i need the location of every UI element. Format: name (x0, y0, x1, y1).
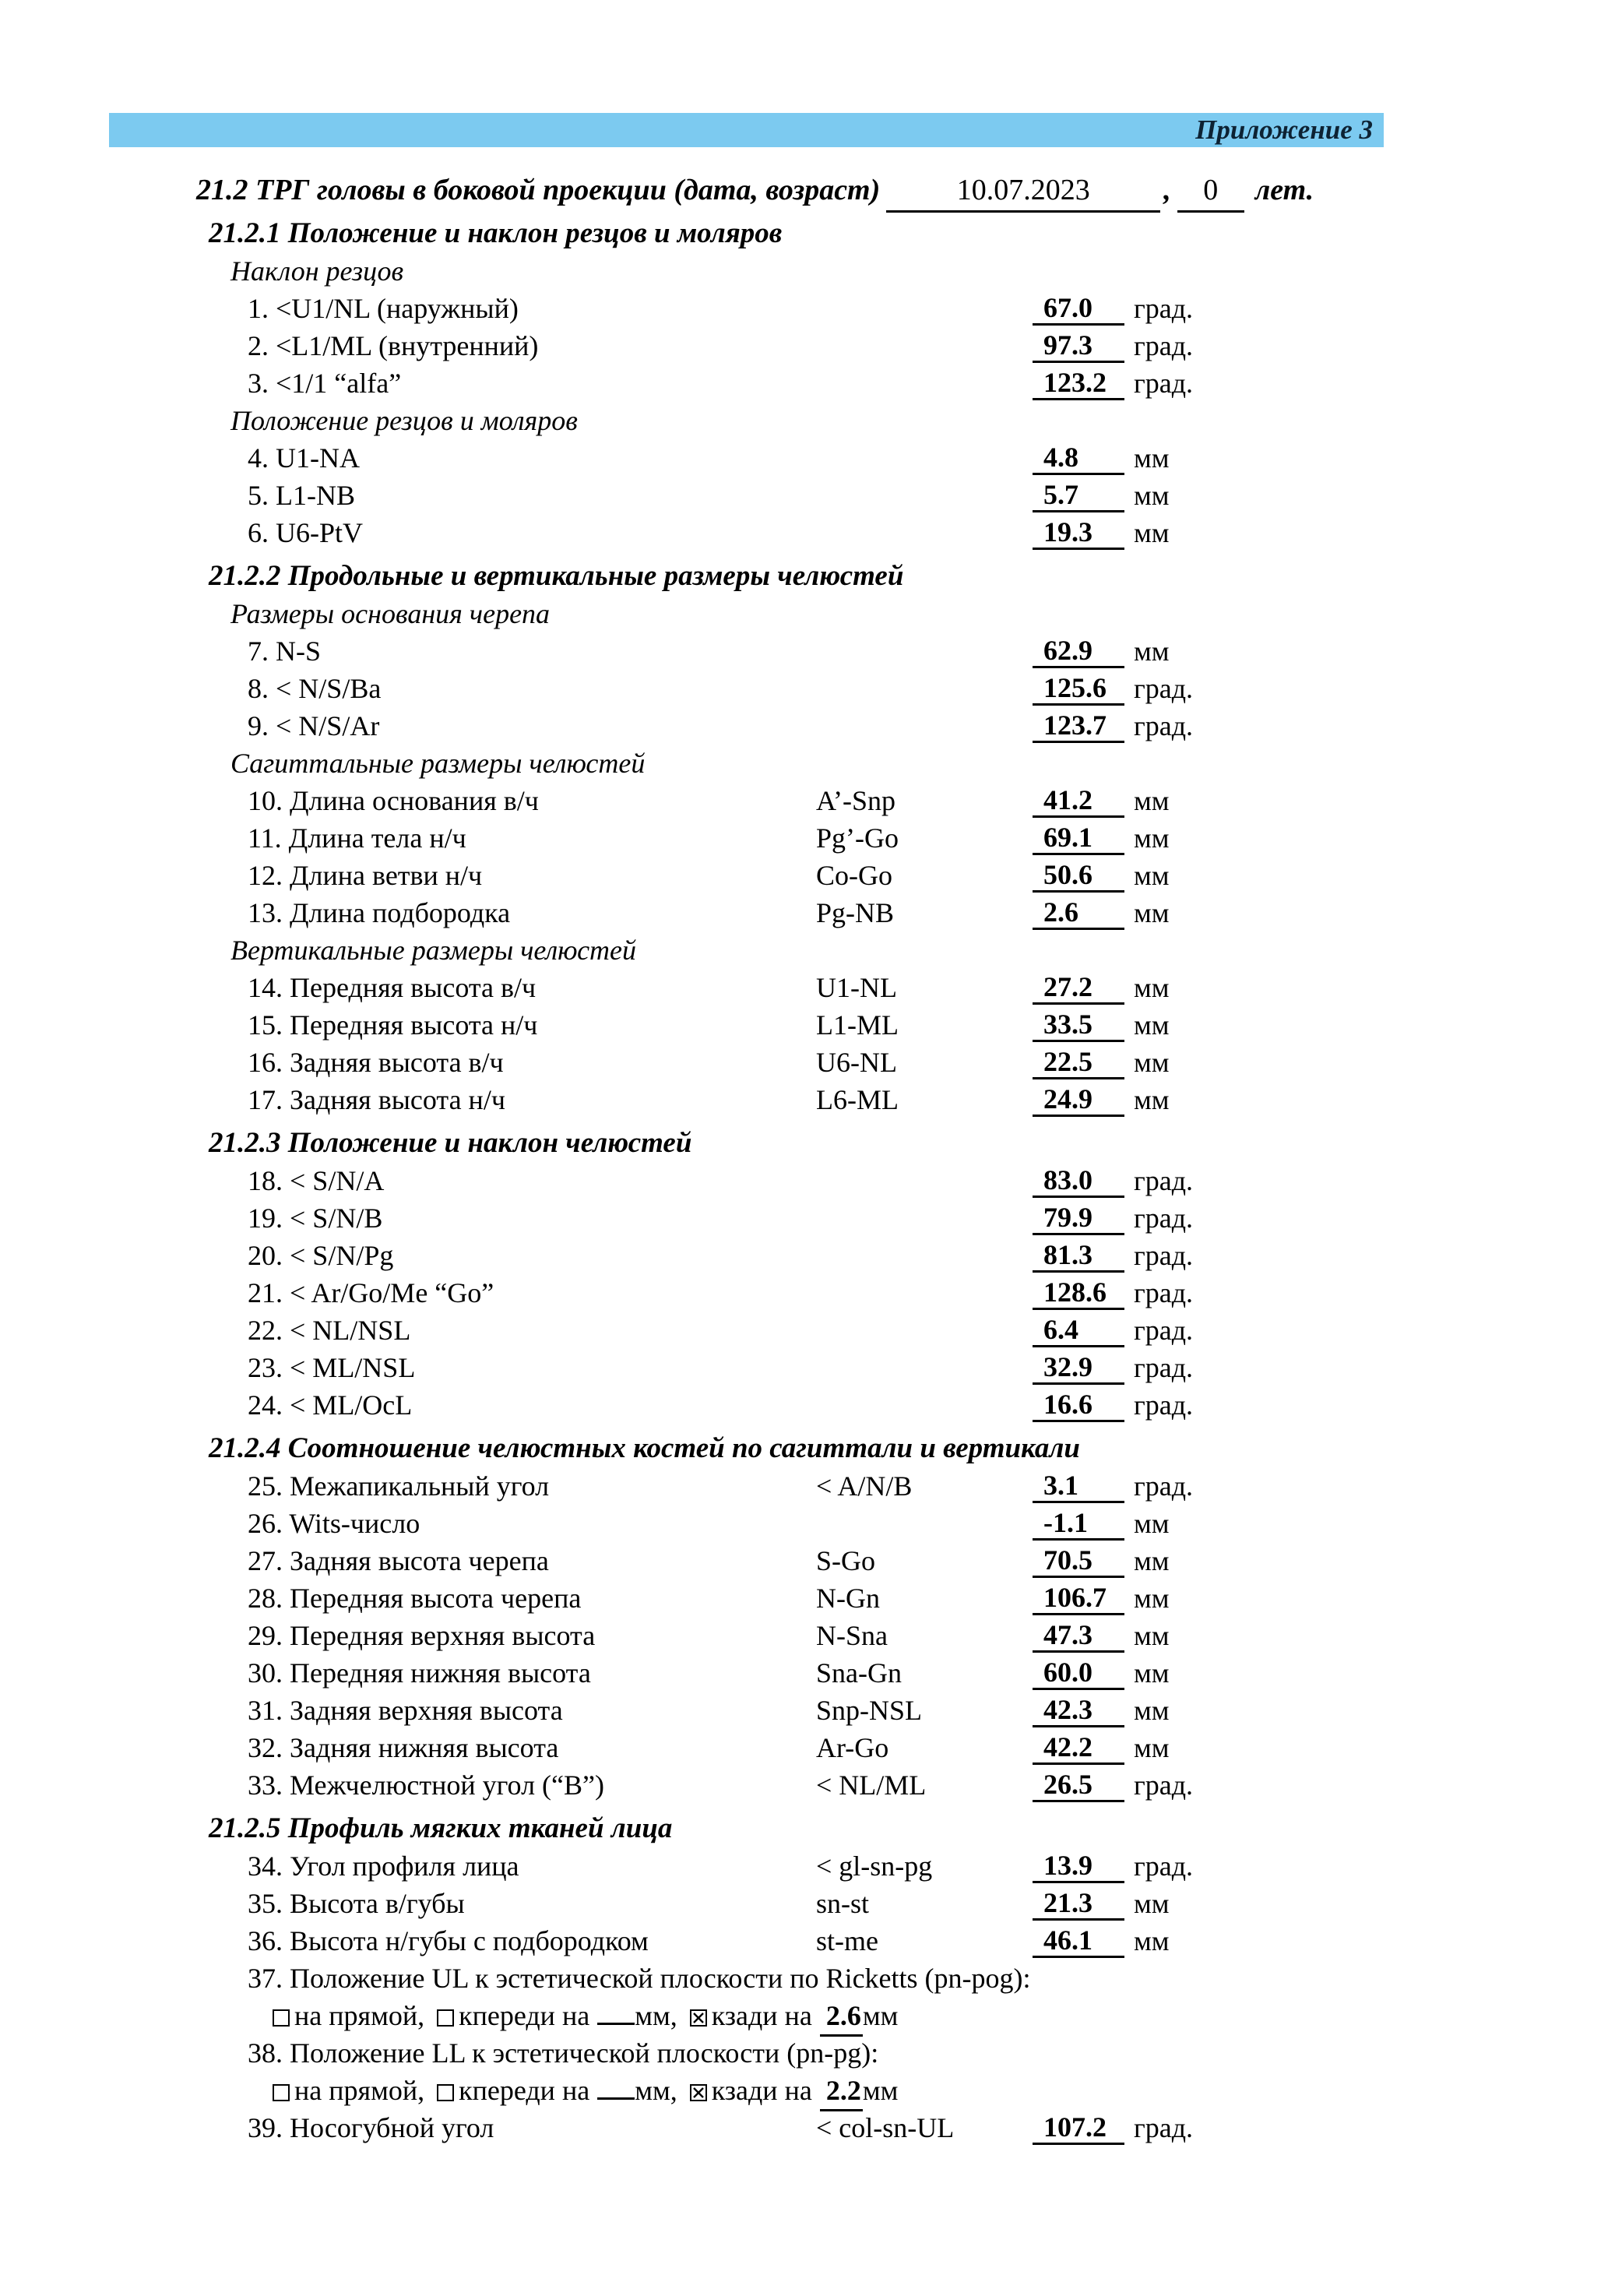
row-abbr: sn-st (816, 1888, 870, 1919)
row-label: 6. U6-PtV (248, 517, 364, 548)
row-value-underline: 46.1 (1033, 1922, 1124, 1958)
measurement-row (248, 1922, 1622, 1960)
age-field (1177, 170, 1244, 213)
row-label: 7. N-S (248, 636, 322, 667)
check-option-label: кпереди на (459, 2000, 590, 2031)
row-unit: мм (1134, 1084, 1170, 1115)
subsection-heading: Сагиттальные размеры челюстей (230, 748, 646, 779)
row-value-underline: 97.3 (1033, 327, 1124, 363)
row-value-underline: 26.5 (1033, 1766, 1124, 1802)
row-unit: град. (1134, 1352, 1194, 1383)
row-unit: град. (1134, 710, 1194, 741)
row-label: 30. Передняя нижняя высота (248, 1657, 591, 1689)
row-label: 33. Межчелюстной угол (“B”) (248, 1770, 604, 1801)
measurement-row (248, 1312, 1622, 1349)
checkbox-unchecked-icon (273, 2009, 290, 2027)
title-suffix: лет. (1254, 174, 1314, 206)
row-unit: град. (1134, 673, 1194, 704)
checkbox-unchecked-icon (437, 2084, 454, 2101)
section-heading-21-2-4: 21.2.4 Соотношение челюстных костей по сагиттали и вертикали (209, 1432, 1080, 1464)
row-value-underline: 128.6 (1033, 1274, 1124, 1310)
row-value-underline: 125.6 (1033, 670, 1124, 706)
check-value-underline: 2.6 (820, 1997, 863, 2037)
row-label: 18. < S/N/A (248, 1165, 385, 1196)
row-unit: град. (1134, 1203, 1194, 1234)
row-value-underline: 6.4 (1033, 1312, 1124, 1347)
row-unit: град. (1134, 1851, 1194, 1882)
row-abbr: S-Go (816, 1545, 876, 1576)
row-abbr: Snp-NSL (816, 1695, 923, 1726)
check-option-label: на прямой, (294, 2000, 425, 2031)
blank-underline (597, 2023, 635, 2025)
row-label: 29. Передняя верхняя высота (248, 1620, 596, 1651)
row-value-underline: 81.3 (1033, 1237, 1124, 1273)
row-unit: град. (1134, 1389, 1194, 1421)
row-label: 25. Межапикальный угол (248, 1470, 550, 1502)
row-abbr: L1-ML (816, 1009, 899, 1041)
measurement-row (248, 632, 1622, 670)
row-unit: мм (1134, 822, 1170, 854)
row-value-underline: 106.7 (1033, 1579, 1124, 1615)
row-unit: мм (1134, 1508, 1170, 1539)
row-label: 12. Длина ветви н/ч (248, 860, 483, 891)
measurement-row (248, 439, 1622, 477)
row-label: 28. Передняя высота черепа (248, 1583, 582, 1614)
row-value-underline: 123.7 (1033, 707, 1124, 743)
row-value-underline: 27.2 (1033, 969, 1124, 1005)
check-option-label: кзади на (711, 2000, 812, 2031)
row-abbr: A’-Snp (816, 785, 896, 816)
check-option-label: кпереди на (459, 2075, 590, 2106)
measurement-row (248, 1081, 1622, 1118)
row-value-underline: 50.6 (1033, 857, 1124, 893)
row-unit: мм (1134, 1695, 1170, 1726)
row-unit: мм (1134, 1657, 1170, 1689)
item-37-label: 37. Положение UL к эстетической плоскости по Ricketts (pn-pog): (248, 1963, 1031, 1994)
row-unit: мм (1134, 517, 1170, 548)
row-value-underline: 33.5 (1033, 1006, 1124, 1042)
row-label: 5. L1-NB (248, 480, 355, 511)
row-unit: мм (1134, 1620, 1170, 1651)
measurement-row (248, 364, 1622, 402)
row-value-underline: 19.3 (1033, 514, 1124, 550)
row-unit: мм (1134, 1888, 1170, 1919)
row-label: 22. < NL/NSL (248, 1315, 411, 1346)
measurement-row (248, 1847, 1622, 1885)
measurement-row (248, 1692, 1622, 1729)
measurement-row (248, 1729, 1622, 1766)
row-value-underline: 60.0 (1033, 1654, 1124, 1690)
measurement-row (248, 707, 1622, 745)
row-value-underline: 67.0 (1033, 290, 1124, 326)
check-value-underline: 2.2 (820, 2072, 863, 2111)
row-value-underline: 83.0 (1033, 1162, 1124, 1198)
row-label: 9. < N/S/Ar (248, 710, 380, 741)
row-value-underline: 21.3 (1033, 1885, 1124, 1921)
measurement-row (248, 1006, 1622, 1044)
row-unit: град. (1134, 1470, 1194, 1502)
row-value-underline: 62.9 (1033, 632, 1124, 668)
subsection-heading: Вертикальные размеры челюстей (230, 935, 637, 966)
row-unit: мм (1134, 1732, 1170, 1763)
checkbox-unchecked-icon (437, 2009, 454, 2027)
row-value-underline: 32.9 (1033, 1349, 1124, 1385)
row-label: 15. Передняя высота н/ч (248, 1009, 538, 1041)
row-value-underline: 16.6 (1033, 1386, 1124, 1422)
title-label: 21.2 ТРГ головы в боковой проекции (дата, возраст) (196, 174, 881, 206)
section-heading-21-2-2: 21.2.2 Продольные и вертикальные размеры челюстей (209, 560, 904, 592)
row-label: 21. < Ar/Go/Me “Go” (248, 1277, 494, 1308)
row-unit: мм (1134, 972, 1170, 1003)
section-heading-21-2-1: 21.2.1 Положение и наклон резцов и моляров (209, 217, 783, 249)
row-label: 36. Высота н/губы с подбородком (248, 1925, 649, 1956)
row-unit: мм (1134, 1009, 1170, 1041)
date-value: 10.07.2023 (956, 174, 1090, 206)
row-unit: град. (1134, 1165, 1194, 1196)
row-abbr: st-me (816, 1925, 878, 1956)
row-value-underline: 47.3 (1033, 1617, 1124, 1653)
row-value-underline: 3.1 (1033, 1467, 1124, 1503)
section-heading-21-2-3: 21.2.3 Положение и наклон челюстей (209, 1127, 692, 1159)
row-unit: мм (1134, 1925, 1170, 1956)
measurement-row (248, 1274, 1622, 1312)
row-unit: мм (1134, 636, 1170, 667)
measurement-row (248, 1237, 1622, 1274)
measurement-row (248, 1542, 1622, 1579)
row-unit: мм (1134, 1047, 1170, 1078)
row-label: 4. U1-NA (248, 442, 360, 474)
row-label: 32. Задняя нижняя высота (248, 1732, 559, 1763)
row-unit: град. (1134, 330, 1194, 361)
measurement-row (248, 477, 1622, 514)
row-value-underline: 42.2 (1033, 1729, 1124, 1765)
row-label: 39. Носогубной угол (248, 2112, 494, 2143)
unit-label: мм (862, 2075, 899, 2106)
row-label: 1. <U1/NL (наружный) (248, 293, 519, 324)
section-heading-21-2-5: 21.2.5 Профиль мягких тканей лица (209, 1812, 673, 1844)
row-label: 3. <1/1 “alfa” (248, 368, 402, 399)
measurement-row (248, 290, 1622, 327)
row-abbr: N-Sna (816, 1620, 888, 1651)
row-abbr: Sna-Gn (816, 1657, 902, 1689)
check-option-label: кзади на (711, 2075, 812, 2106)
row-value-underline: 5.7 (1033, 477, 1124, 512)
checkbox-unchecked-icon (273, 2084, 290, 2101)
row-label: 31. Задняя верхняя высота (248, 1695, 563, 1726)
row-label: 20. < S/N/Pg (248, 1240, 394, 1271)
row-unit: мм (1134, 897, 1170, 928)
row-unit: мм (1134, 480, 1170, 511)
appendix-banner-text: Приложение 3 (1195, 114, 1373, 145)
item-38-options (273, 2072, 1622, 2109)
row-abbr: Pg’-Go (816, 822, 899, 854)
row-label: 17. Задняя высота н/ч (248, 1084, 505, 1115)
subsection-heading: Наклон резцов (230, 255, 404, 287)
x-mark-icon (691, 2011, 705, 2025)
measurement-row (248, 782, 1622, 819)
measurement-row (248, 1617, 1622, 1654)
item-38-label: 38. Положение LL к эстетической плоскости (pn-pg): (248, 2037, 879, 2069)
row-unit: град. (1134, 1770, 1194, 1801)
row-label: 24. < ML/OcL (248, 1389, 413, 1421)
row-value-underline: 22.5 (1033, 1044, 1124, 1079)
row-label: 11. Длина тела н/ч (248, 822, 466, 854)
measurement-row (248, 1654, 1622, 1692)
age-value: 0 (1203, 174, 1219, 206)
form-content (0, 170, 1622, 2146)
row-abbr: Co-Go (816, 860, 892, 891)
row-label: 26. Wits-число (248, 1508, 420, 1539)
row-value-underline: 13.9 (1033, 1847, 1124, 1883)
row-label: 35. Высота в/губы (248, 1888, 465, 1919)
checkbox-checked-icon (690, 2009, 707, 2027)
measurement-row (248, 2109, 1622, 2146)
document-title (196, 170, 1622, 215)
measurement-row (248, 1044, 1622, 1081)
row-value-underline: 79.9 (1033, 1199, 1124, 1235)
measurement-row (248, 894, 1622, 931)
row-unit: мм (1134, 785, 1170, 816)
unit-label: мм, (635, 2075, 677, 2106)
row-label: 19. < S/N/B (248, 1203, 383, 1234)
row-abbr: < gl-sn-pg (816, 1851, 933, 1882)
row-label: 13. Длина подбородка (248, 897, 511, 928)
row-abbr: U1-NL (816, 972, 897, 1003)
row-abbr: < NL/ML (816, 1770, 927, 1801)
checkbox-checked-icon (690, 2084, 707, 2101)
row-value-underline: -1.1 (1033, 1505, 1124, 1541)
row-label: 16. Задняя высота в/ч (248, 1047, 504, 1078)
measurement-row (248, 670, 1622, 707)
row-label: 8. < N/S/Ba (248, 673, 382, 704)
x-mark-icon (691, 2086, 705, 2100)
row-abbr: Pg-NB (816, 897, 895, 928)
row-unit: град. (1134, 1277, 1194, 1308)
row-unit: мм (1134, 860, 1170, 891)
row-value-underline: 70.5 (1033, 1542, 1124, 1578)
measurement-row (248, 327, 1622, 364)
row-abbr: N-Gn (816, 1583, 880, 1614)
row-abbr: L6-ML (816, 1084, 899, 1115)
row-unit: град. (1134, 368, 1194, 399)
row-label: 14. Передняя высота в/ч (248, 972, 537, 1003)
measurement-row (248, 857, 1622, 894)
row-unit: град. (1134, 1240, 1194, 1271)
unit-label: мм, (635, 2000, 677, 2031)
measurement-row (248, 1386, 1622, 1424)
row-abbr: < A/N/B (816, 1470, 913, 1502)
row-unit: мм (1134, 1545, 1170, 1576)
measurement-row (248, 1579, 1622, 1617)
row-label: 23. < ML/NSL (248, 1352, 416, 1383)
measurement-row (248, 969, 1622, 1006)
item-37-options (273, 1997, 1622, 2034)
row-unit: град. (1134, 293, 1194, 324)
measurement-row (248, 1505, 1622, 1542)
subsection-heading: Размеры основания черепа (230, 598, 551, 629)
row-value-underline: 69.1 (1033, 819, 1124, 855)
measurement-row (248, 1467, 1622, 1505)
date-field (886, 170, 1160, 213)
measurement-row (248, 1885, 1622, 1922)
row-value-underline: 4.8 (1033, 439, 1124, 475)
row-value-underline: 2.6 (1033, 894, 1124, 930)
row-value-underline: 123.2 (1033, 364, 1124, 400)
row-label: 34. Угол профиля лица (248, 1851, 519, 1882)
subsection-heading: Положение резцов и моляров (230, 405, 578, 436)
row-abbr: < col-sn-UL (816, 2112, 955, 2143)
row-unit: мм (1134, 442, 1170, 474)
row-abbr: Ar-Go (816, 1732, 889, 1763)
measurement-row (248, 819, 1622, 857)
row-unit: мм (1134, 1583, 1170, 1614)
appendix-banner (109, 113, 1384, 147)
row-label: 27. Задняя высота черепа (248, 1545, 549, 1576)
measurement-row (248, 514, 1622, 551)
title-comma: , (1163, 174, 1171, 206)
row-value-underline: 24.9 (1033, 1081, 1124, 1117)
row-value-underline: 42.3 (1033, 1692, 1124, 1727)
measurement-row (248, 1349, 1622, 1386)
row-label: 2. <L1/ML (внутренний) (248, 330, 539, 361)
row-unit: град. (1134, 1315, 1194, 1346)
measurement-row (248, 1199, 1622, 1237)
row-unit: град. (1134, 2112, 1194, 2143)
row-label: 10. Длина основания в/ч (248, 785, 539, 816)
row-value-underline: 107.2 (1033, 2109, 1124, 2145)
unit-label: мм (862, 2000, 899, 2031)
measurement-row (248, 1162, 1622, 1199)
blank-underline (597, 2097, 635, 2100)
measurement-row (248, 1766, 1622, 1804)
check-option-label: на прямой, (294, 2075, 425, 2106)
row-abbr: U6-NL (816, 1047, 897, 1078)
row-value-underline: 41.2 (1033, 782, 1124, 818)
